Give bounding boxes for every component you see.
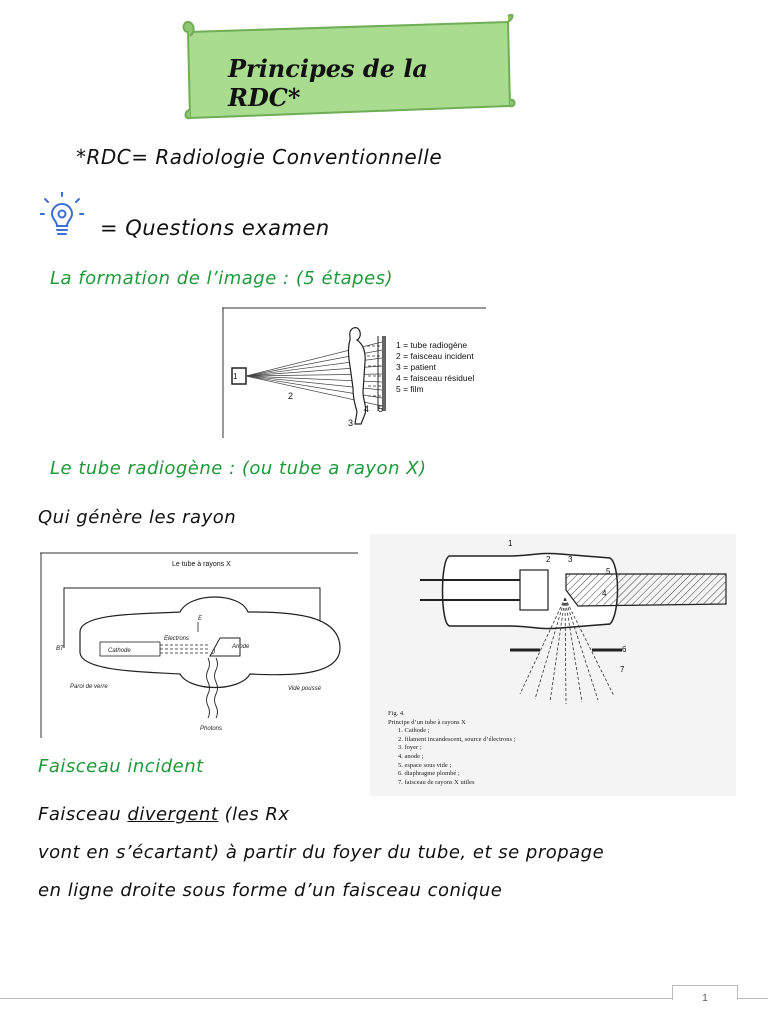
page-number-box <box>672 985 738 1004</box>
figure1-marker-1: 1 <box>233 372 238 381</box>
paragraph-line1-end: (les Rx <box>218 804 290 825</box>
figure1-marker-5: 5 <box>378 404 384 414</box>
figure3-item: 5. espace sous vide ; <box>398 761 452 769</box>
paragraph-line-2: vont en s’écartant) à partir du foyer du tube, et se propage <box>38 842 605 863</box>
title-banner <box>180 14 518 124</box>
figure-xray-tube-principle <box>370 534 736 796</box>
figure3-caption <box>388 710 588 787</box>
paragraph-line-3: en ligne droite sous forme d’un faisceau conique <box>38 880 503 901</box>
figure3-marker-5: 5 <box>606 567 611 576</box>
paragraph-line1-start: Faisceau <box>38 804 128 825</box>
figure1-label-4: 4 = faisceau résiduel <box>396 373 475 383</box>
paragraph-line-1 <box>38 804 290 825</box>
figure2-title: Le tube à rayons X <box>172 561 231 568</box>
figure2-label-photons: Photons <box>200 726 223 732</box>
figure1-label-3: 3 = patient <box>396 362 436 372</box>
figure1-label-2: 2 = faisceau incident <box>396 351 474 361</box>
figure3-marker-7: 7 <box>620 665 625 674</box>
figure3-marker-1: 1 <box>508 539 513 548</box>
section-heading-faisceau: Faisceau incident <box>38 756 204 777</box>
figure2-label-vide: Vide poussé <box>288 686 321 692</box>
section-heading-tube: Le tube radiogène : (ou tube a rayon X) <box>50 458 427 479</box>
figure3-item: 7. faisceau de rayons X utiles <box>398 778 475 786</box>
figure2-label-anode: Anode <box>232 644 250 650</box>
legend-text: = Questions examen <box>100 216 330 240</box>
figure3-caption-subtitle: Principe d’un tube à rayons X <box>388 718 466 726</box>
figure3-marker-6: 6 <box>622 645 627 654</box>
image-formation-diagram <box>222 306 486 438</box>
figure3-item: 3. foyer ; <box>398 744 422 752</box>
figure3-item: 2. filament incandescent, source d’électrons ; <box>398 735 516 743</box>
figure2-label-paroi: Paroi de verre <box>70 684 108 690</box>
figure1-label-1: 1 = tube radiogène <box>396 340 468 350</box>
lightbulb-gear-icon <box>40 192 84 236</box>
figure-image-formation <box>222 306 486 438</box>
xray-tube-diagram <box>40 552 358 738</box>
figure2-label-electrons: Electrons <box>164 636 190 642</box>
figure2-label-bt: BT <box>56 646 64 652</box>
generates-rays-text: Qui génère les rayon <box>38 507 237 528</box>
figure2-label-j: J <box>212 650 215 656</box>
figure3-item: 4. anode ; <box>398 752 424 760</box>
section-heading-formation: La formation de l’image : (5 étapes) <box>50 268 394 289</box>
footer-divider <box>0 998 768 999</box>
figure1-label-5: 5 = film <box>396 384 424 394</box>
figure3-marker-2: 2 <box>546 555 551 564</box>
figure2-label-cathode: Cathode <box>108 648 131 654</box>
figure1-marker-4: 4 <box>364 404 370 414</box>
page-title: Principes de la RDC* <box>228 54 428 112</box>
figure3-marker-4: 4 <box>602 589 607 598</box>
figure2-label-e: E <box>198 616 203 622</box>
figure3-marker-3: 3 <box>568 555 573 564</box>
page-number: 1 <box>702 993 708 1004</box>
rdc-definition: *RDC= Radiologie Conventionnelle <box>76 145 443 169</box>
figure3-item: 1. Cathode ; <box>398 727 430 735</box>
underlined-divergent: divergent <box>127 804 219 825</box>
figure-xray-tube-schematic <box>40 552 358 738</box>
figure3-caption-title: Fig. 4. <box>388 710 405 717</box>
figure3-item: 6. diaphragme plombé ; <box>398 770 460 778</box>
figure1-marker-2: 2 <box>288 391 294 401</box>
figure1-marker-3: 3 <box>348 418 354 428</box>
